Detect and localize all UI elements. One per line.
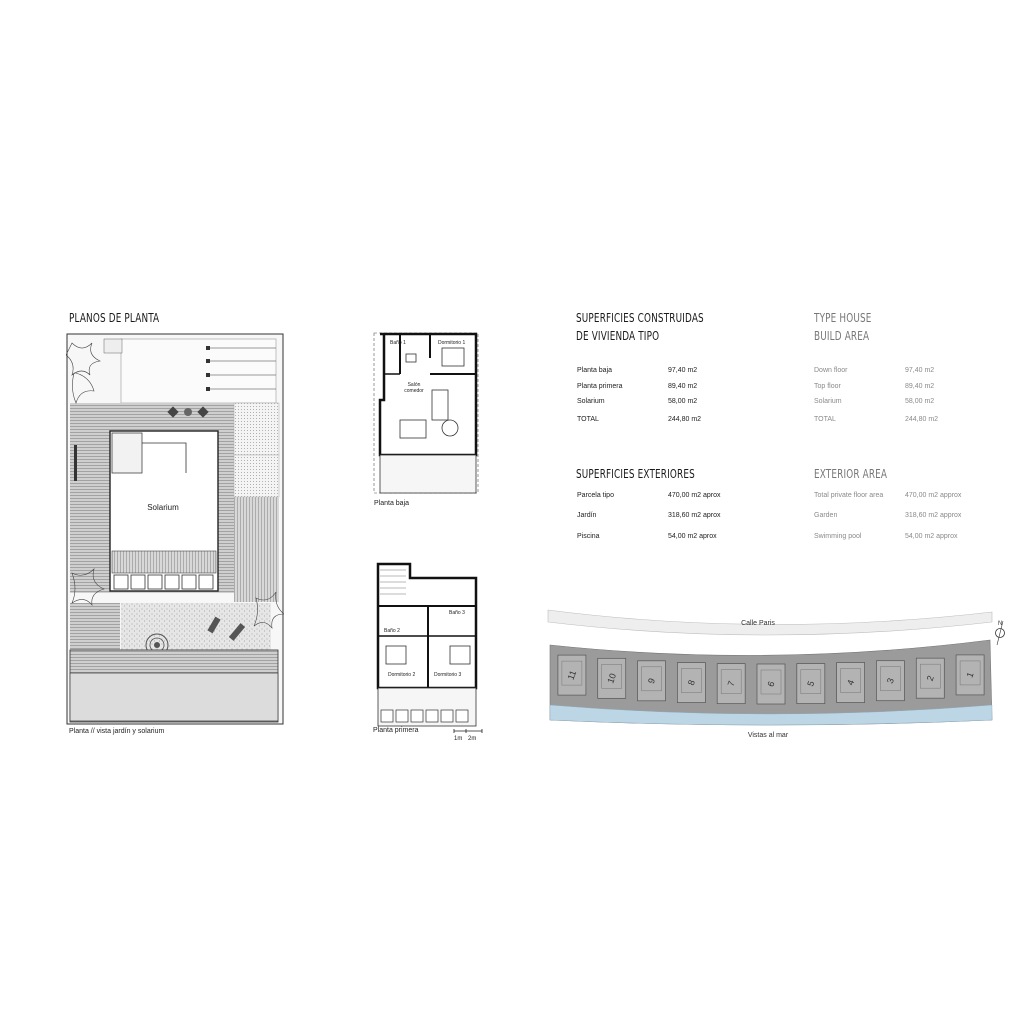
ground-floor-plan — [370, 330, 480, 496]
table-row: TOTAL 244,80 m2 — [577, 415, 702, 423]
areas-en-title-1: TYPE HOUSE — [814, 311, 872, 325]
plot-number: 2 — [924, 674, 936, 683]
table-row: Jardín 318,60 m2 aprox — [577, 512, 721, 520]
table-row: Solarium 58,00 m2 — [577, 398, 698, 406]
areas-es-ext-table — [577, 492, 777, 553]
scale-2m: 2m — [468, 736, 477, 742]
sea-label: Vistas al mar — [747, 732, 789, 739]
areas-en-ext-title: EXTERIOR AREA — [814, 467, 888, 481]
table-row: Top floor 89,40 m2 — [814, 382, 935, 390]
plot-number: 8 — [685, 678, 697, 687]
plans-title: PLANOS DE PLANTA — [69, 311, 160, 325]
room-dormitorio-2: Dormitorio 2 — [388, 672, 416, 678]
table-row: Piscina 54,00 m2 aprox — [577, 532, 717, 540]
scale-bar — [452, 728, 486, 744]
areas-es-ext-title: SUPERFICIES EXTERIORES — [576, 467, 695, 481]
north-label: N — [998, 621, 1003, 627]
room-bano-2: Baño 2 — [384, 628, 400, 634]
room-bano-1: Baño 1 — [390, 340, 406, 346]
areas-es-title-1: SUPERFICIES CONSTRUIDAS — [576, 311, 704, 325]
areas-es-table — [577, 367, 767, 431]
table-row: Swimming pool 54,00 m2 approx — [814, 532, 958, 540]
plot-number: 5 — [805, 679, 817, 688]
plot-number: 10 — [605, 671, 619, 685]
table-row: Planta primera 89,40 m2 — [577, 382, 698, 390]
ground-floor-caption: Planta baja — [374, 500, 410, 507]
table-row: Parcela tipo 470,00 m2 aprox — [577, 492, 721, 499]
areas-en-table — [814, 367, 994, 431]
room-bano-3: Baño 3 — [449, 610, 465, 616]
main-site-plan — [66, 333, 284, 725]
first-floor-plan — [370, 560, 485, 728]
table-row: Garden 318,60 m2 approx — [814, 512, 962, 520]
plot-number: 4 — [845, 678, 857, 687]
areas-en-ext-table — [814, 492, 1004, 553]
table-row: TOTAL 244,80 m2 — [814, 415, 939, 423]
room-salon: Salón — [407, 382, 421, 388]
room-comedor: comedor — [404, 388, 424, 394]
scale-1m: 1m — [454, 736, 463, 742]
plot-number: 7 — [725, 679, 737, 688]
table-row: Down floor 97,40 m2 — [814, 367, 935, 374]
plot-number: 9 — [645, 676, 658, 685]
table-row: Solarium 58,00 m2 — [814, 398, 935, 406]
plot-number: 11 — [565, 668, 579, 682]
table-row: Planta baja 97,40 m2 — [577, 367, 698, 374]
areas-en-title-2: BUILD AREA — [814, 329, 870, 343]
site-plan — [540, 600, 1020, 745]
plot-number: 6 — [765, 679, 777, 689]
plot-number: 3 — [884, 676, 897, 685]
solarium-label: Solarium — [147, 503, 179, 512]
street-label: Calle Paris — [741, 620, 775, 627]
plot-number: 1 — [964, 670, 976, 679]
table-row: Total private floor area 470,00 m2 approx — [814, 492, 962, 499]
main-plan-caption: Planta // vista jardín y solarium — [69, 728, 165, 735]
first-floor-caption: Planta primera — [373, 727, 419, 734]
room-dormitorio-1: Dormitorio 1 — [438, 340, 466, 346]
room-dormitorio-3: Dormitorio 3 — [434, 672, 462, 678]
areas-es-title-2: DE VIVIENDA TIPO — [576, 329, 660, 343]
